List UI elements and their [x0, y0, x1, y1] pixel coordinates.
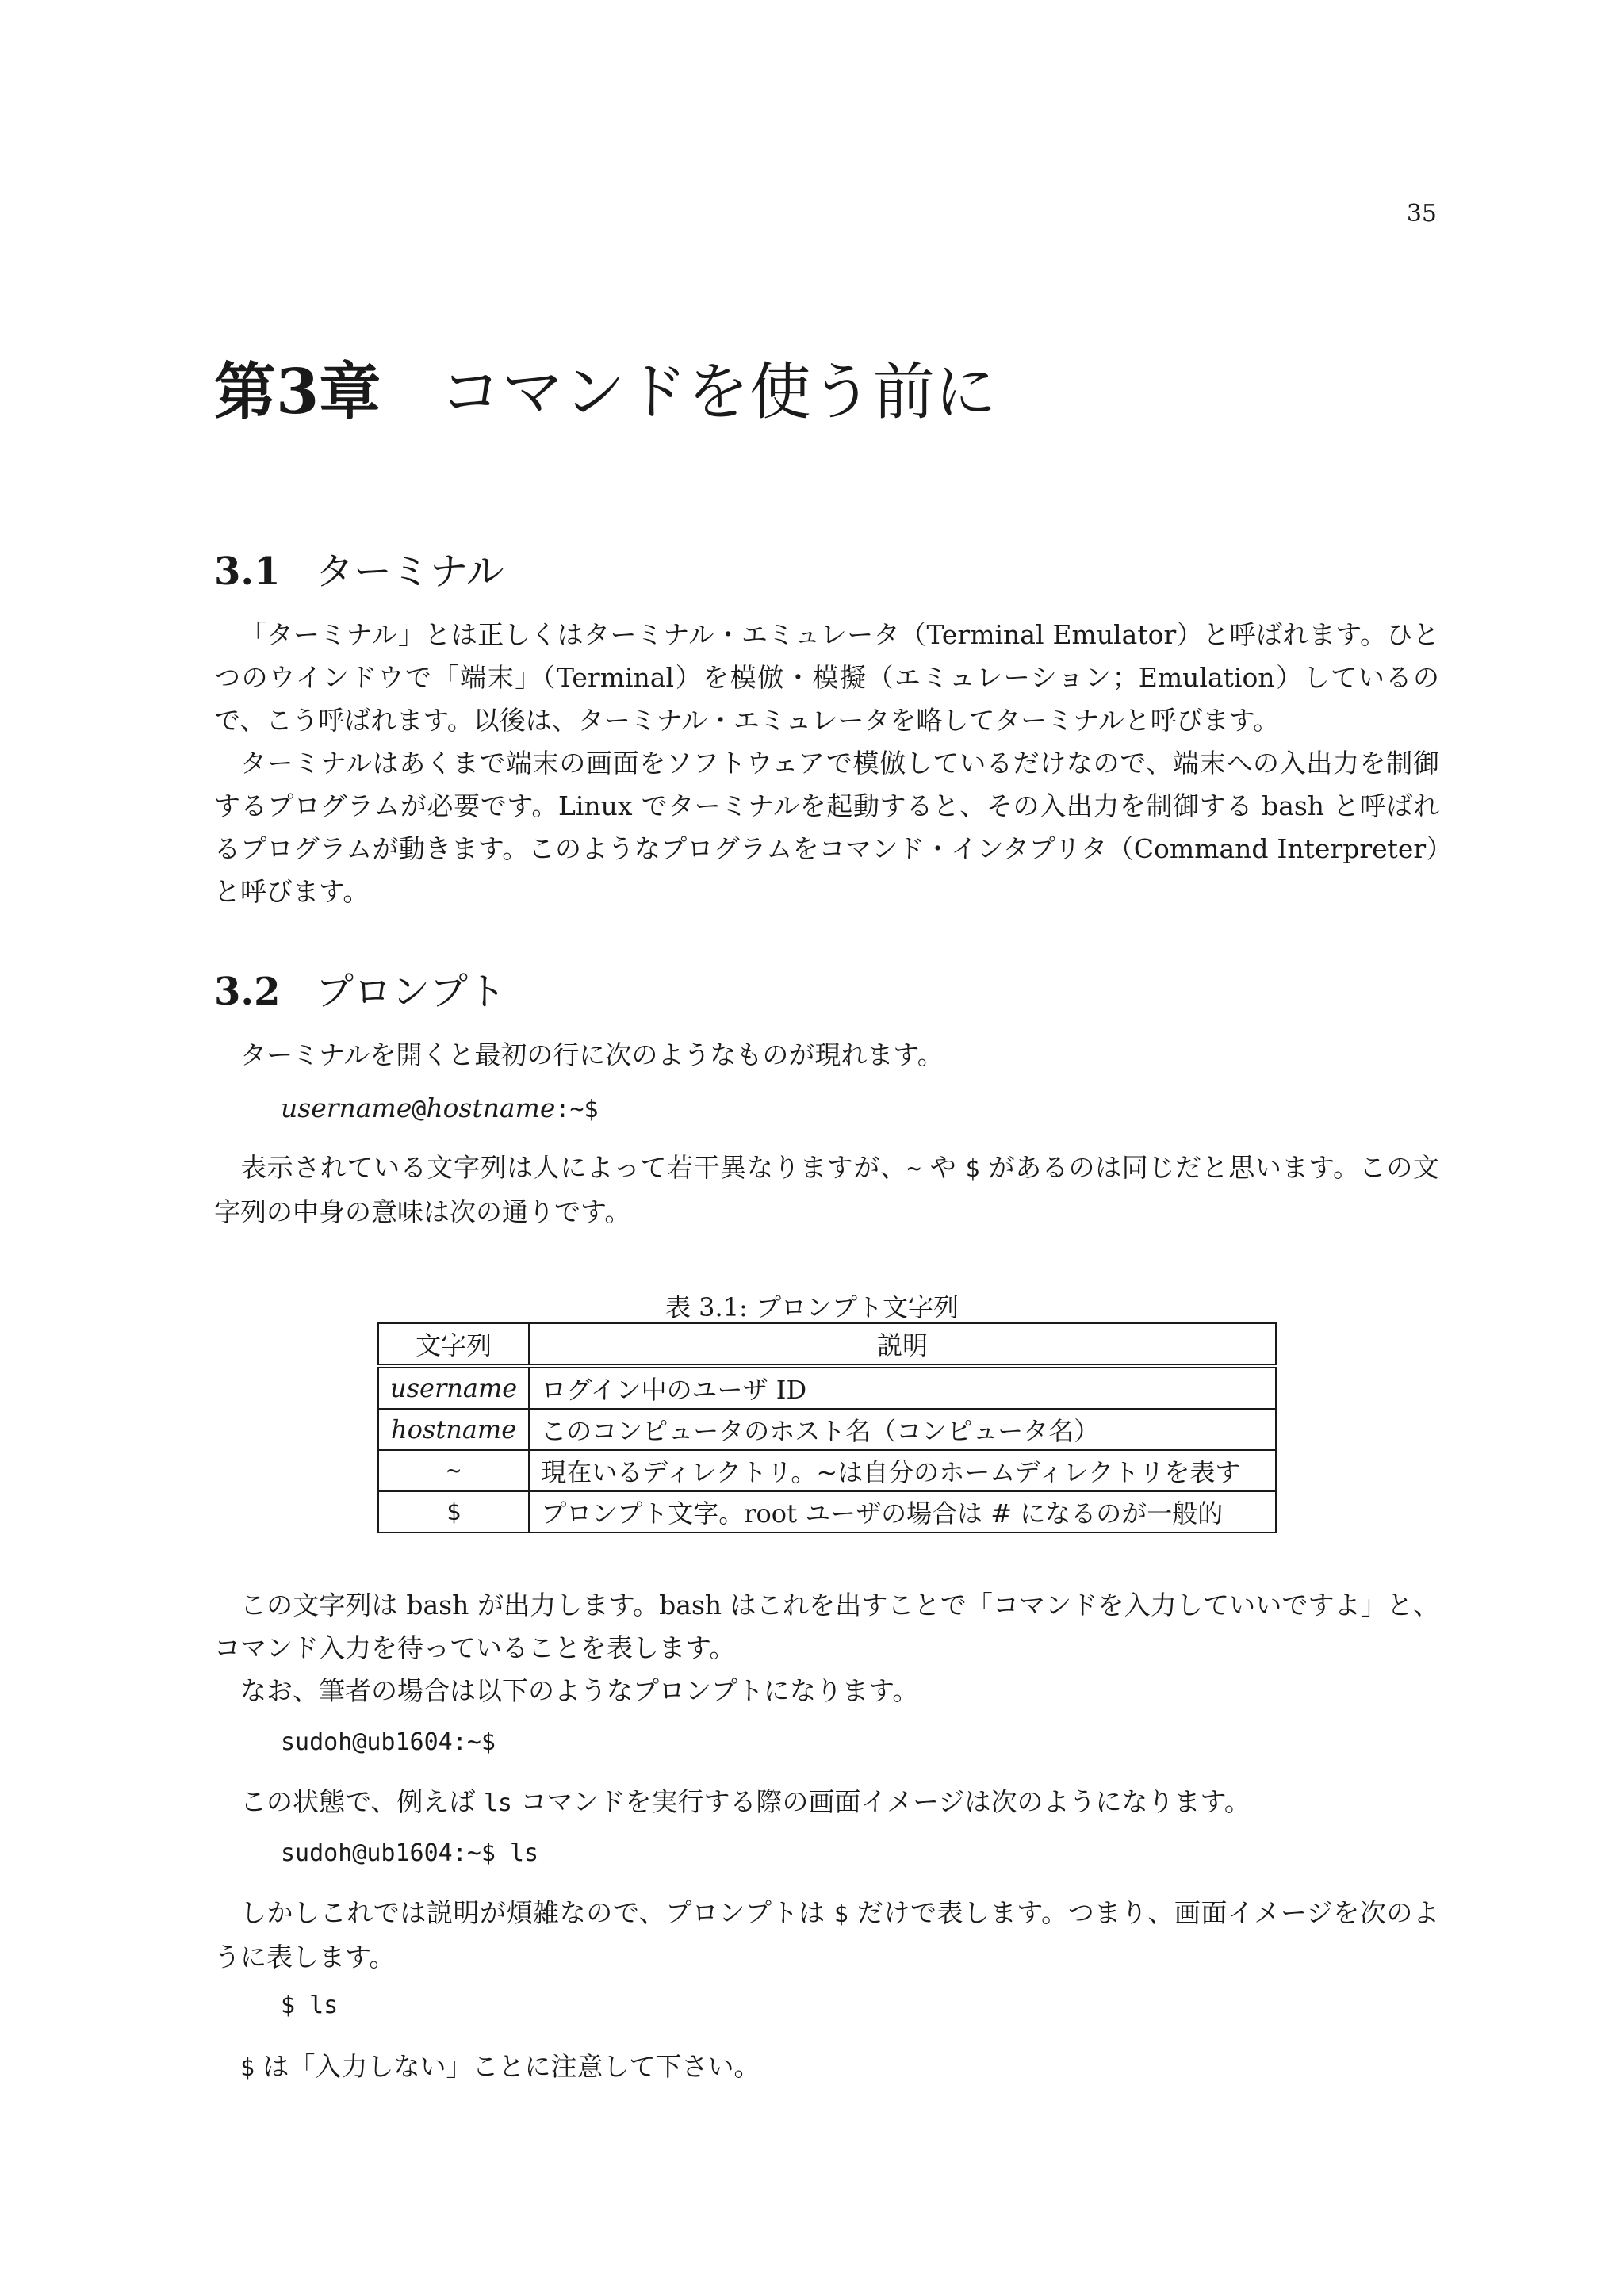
code-block: sudoh@ub1604:~$ — [281, 1728, 496, 1756]
table-cell: ログイン中のユーザ ID — [529, 1366, 1276, 1409]
prompt-at: @ — [412, 1096, 427, 1123]
text: 表示されている文字列は人によって若干異なりますが、 — [240, 1152, 907, 1183]
table-cell: 現在いるディレクトリ。~は自分のホームディレクトリを表す — [529, 1450, 1276, 1491]
prompt-example — [281, 1093, 599, 1123]
table-cell: ~ — [378, 1450, 529, 1491]
chapter-title — [214, 342, 997, 431]
inline-code: ls — [483, 1789, 512, 1817]
code-block: sudoh@ub1604:~$ ls — [281, 1839, 539, 1867]
section-number: 3.1 — [214, 549, 281, 594]
table-cell: このコンピュータのホスト名（コンピュータ名） — [529, 1409, 1276, 1450]
inline-code: $ — [240, 2054, 255, 2082]
text: があるのは同じだと思います。この文字列の中身の意味は次の通りです。 — [214, 1152, 1440, 1227]
page-number: 35 — [1406, 200, 1437, 228]
table-cell: プロンプト文字。root ユーザの場合は # になるのが一般的 — [529, 1491, 1276, 1533]
section-title: ターミナル — [316, 549, 504, 594]
paragraph — [214, 1781, 1439, 1825]
paragraph: ターミナルはあくまで端末の画面をソフトウェアで模倣しているだけなので、端末への入出力を制御するプログラムが必要です。Linux でターミナルを起動すると、その入出力を制御する bash と呼ばれるプログラムが動きます。このようなプログラムをコマンド・インタプリタ（Command Interpreter）と呼びます。 — [214, 748, 1439, 907]
paragraph: 「ターミナル」とは正しくはターミナル・エミュレータ（Terminal Emulator）と呼ばれます。ひとつのウインドウで「端末」（Terminal）を模倣・模擬（エミュレーション；Emulation）しているので、こう呼ばれます。以後は、ターミナル・エミュレータを略してターミナルと呼びます。 — [214, 619, 1439, 736]
inline-code: $ — [965, 1155, 980, 1183]
table-row — [378, 1491, 1276, 1533]
text: この状態で、例えば — [240, 1786, 484, 1817]
text: や — [921, 1152, 966, 1183]
paragraph: なお、筆者の場合は以下のようなプロンプトになります。 — [240, 1675, 919, 1706]
code-block: $ ls — [281, 1992, 339, 2019]
section-title: プロンプト — [316, 970, 507, 1014]
table-cell: $ — [378, 1491, 529, 1533]
paragraph — [214, 2045, 1439, 2090]
table-header-row — [378, 1323, 1276, 1366]
table-header: 文字列 — [378, 1323, 529, 1366]
paragraph — [214, 1146, 1439, 1234]
table-row — [378, 1409, 1276, 1450]
prompt-user: username — [281, 1093, 412, 1123]
text: しかしこれでは説明が煩雑なので、プロンプトは — [240, 1897, 834, 1928]
chapter-number: 第3章 — [214, 356, 381, 428]
section-heading-3-1 — [214, 541, 504, 595]
paragraph — [214, 1892, 1439, 1979]
text: コマンドを実行する際の画面イメージは次のようになります。 — [511, 1786, 1251, 1817]
section-number: 3.2 — [214, 970, 281, 1014]
table-caption: 表 3.1: プロンプト文字列 — [665, 1292, 959, 1322]
chapter-title-text: コマンドを使う前に — [439, 357, 997, 428]
inline-code: ~ — [906, 1155, 921, 1183]
table-row — [378, 1450, 1276, 1491]
text: だけで表します。つまり、画面イメージを次のように表します。 — [214, 1897, 1439, 1973]
prompt-table — [377, 1322, 1277, 1533]
paragraph: この文字列は bash が出力します。bash はこれを出すことで「コマンドを入力していいですよ」と、コマンド入力を待っていることを表します。 — [214, 1590, 1439, 1663]
prompt-rest: :~$ — [555, 1096, 599, 1123]
table-row — [378, 1366, 1276, 1409]
table-header: 説明 — [529, 1323, 1276, 1366]
inline-code: $ — [833, 1900, 848, 1928]
table-cell: username — [378, 1366, 529, 1409]
paragraph: ターミナルを開くと最初の行に次のようなものが現れます。 — [240, 1039, 944, 1070]
text: は「入力しない」ことに注意して下さい。 — [255, 2051, 760, 2082]
table-cell: hostname — [378, 1409, 529, 1450]
section-heading-3-2 — [214, 961, 506, 1016]
prompt-host: hostname — [426, 1093, 556, 1123]
